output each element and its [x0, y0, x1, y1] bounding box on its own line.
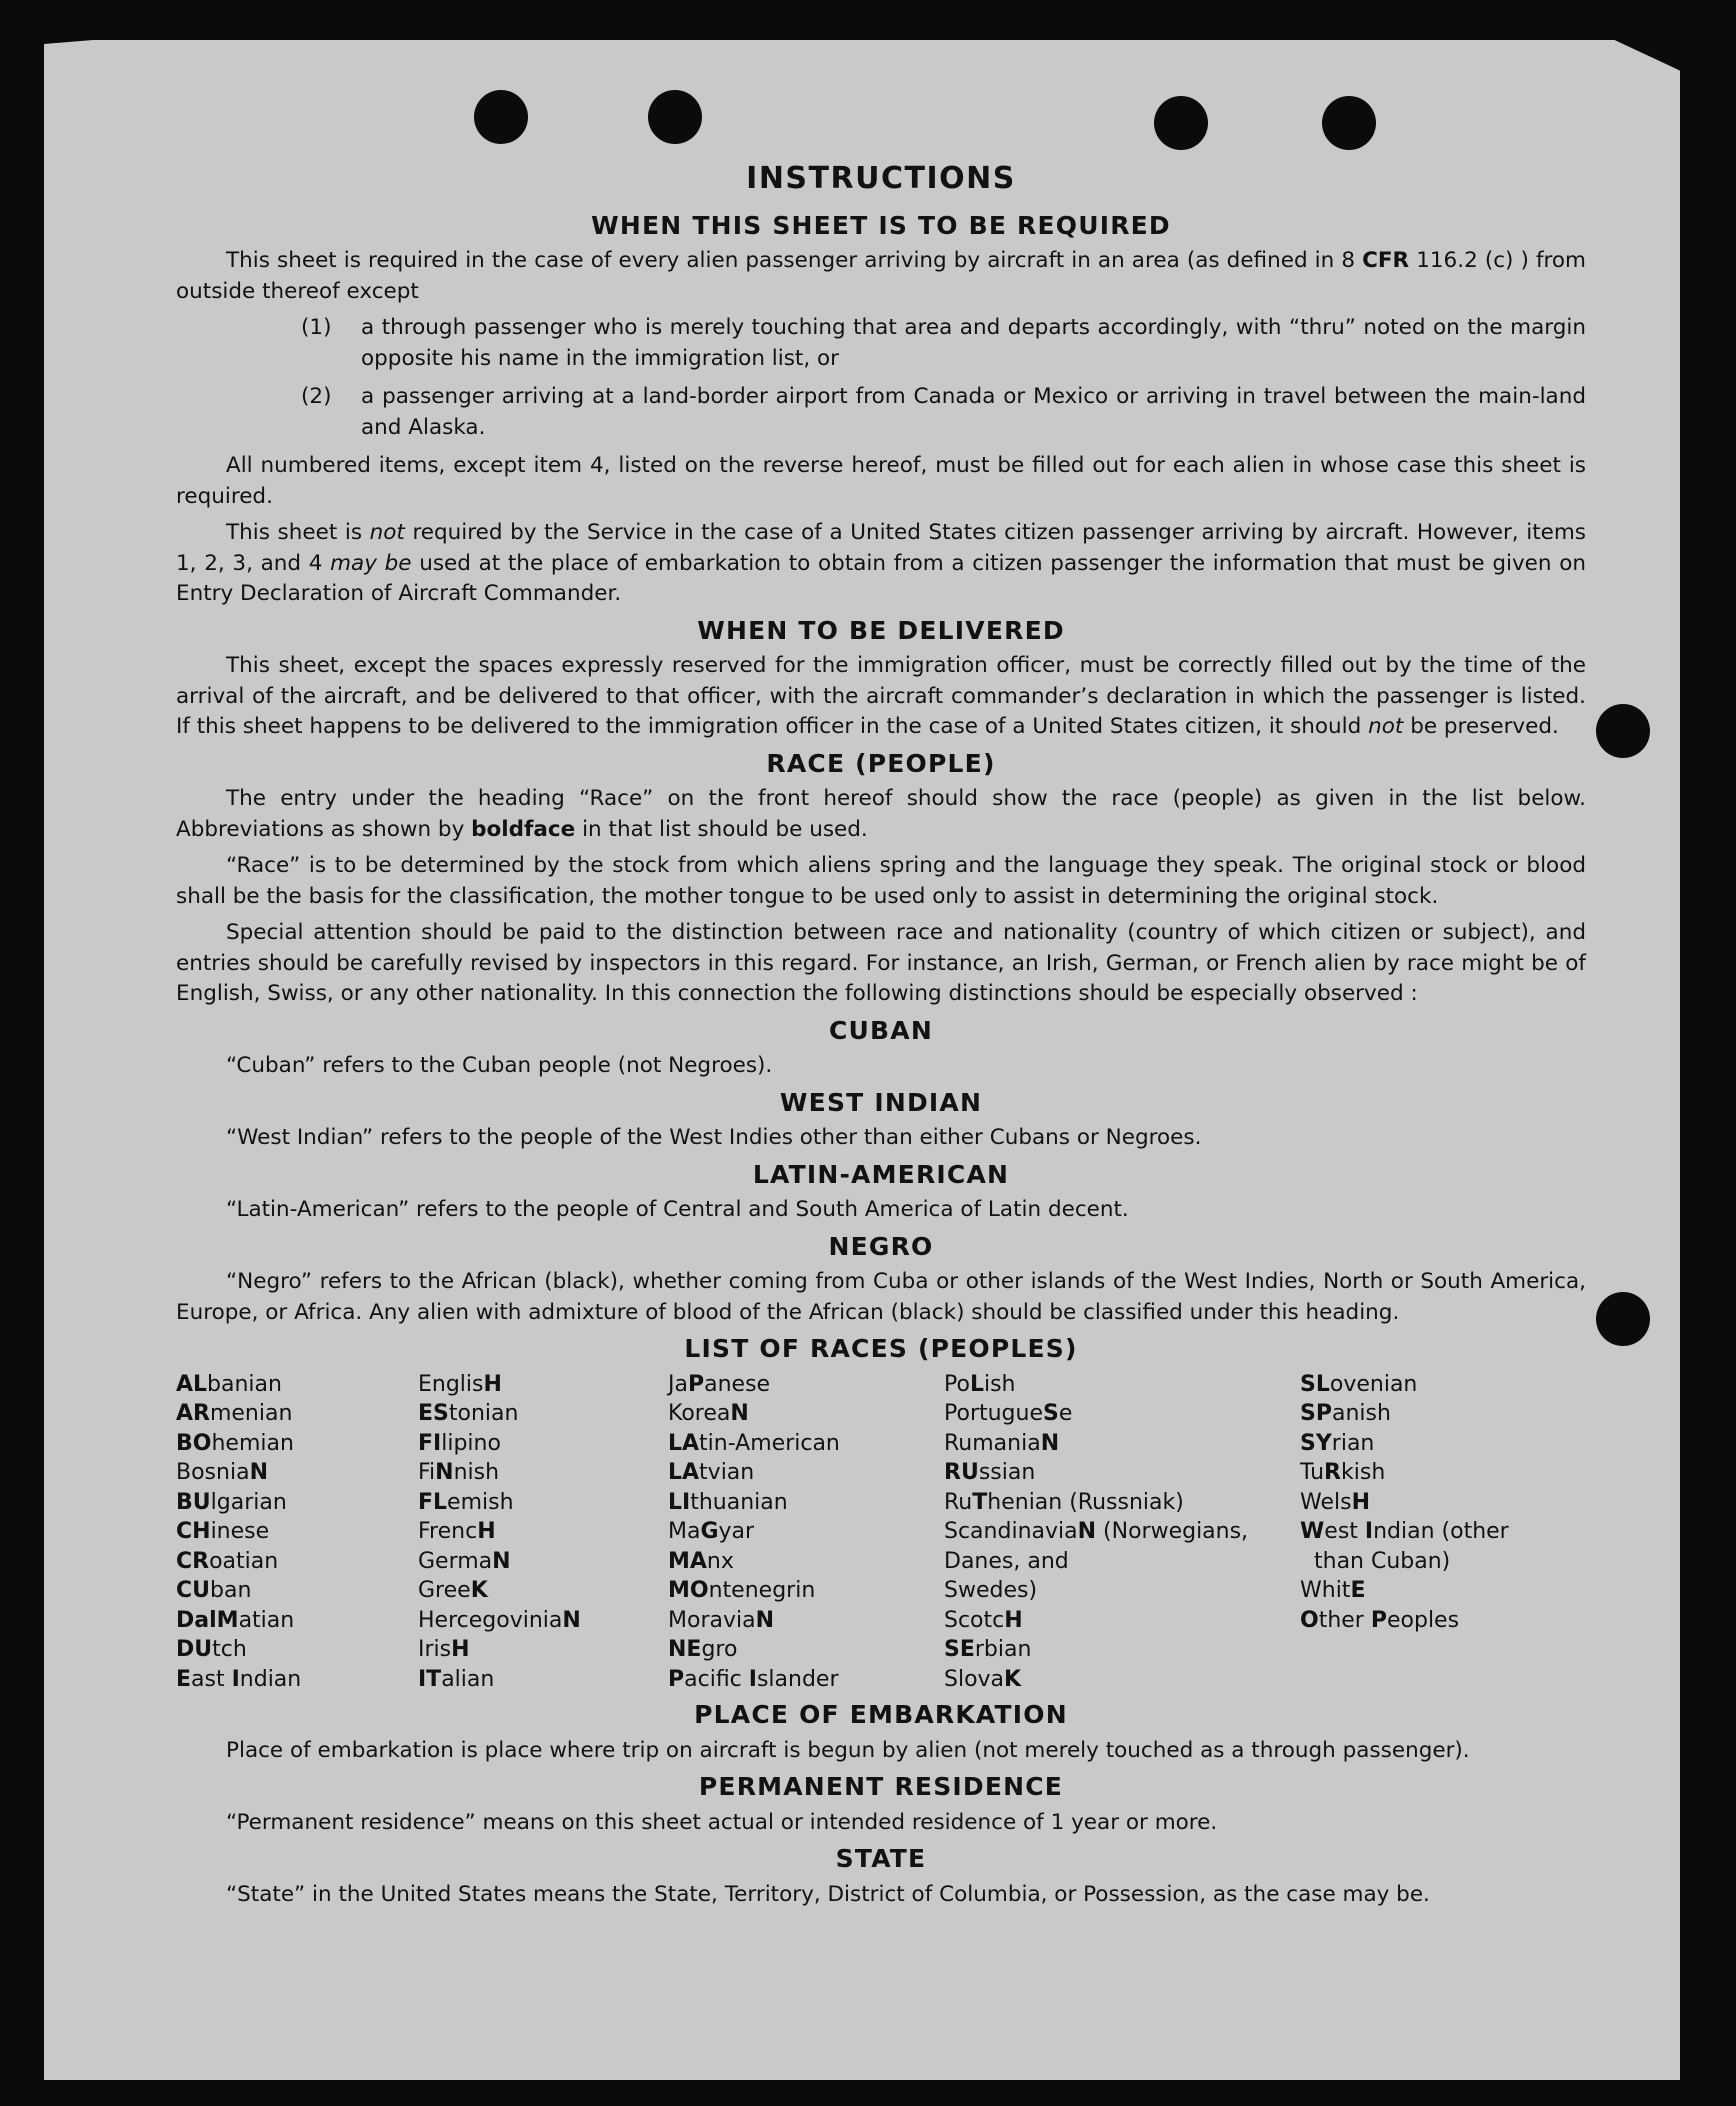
heading-list-of-races: LIST OF RACES (PEOPLES) — [684, 1334, 1078, 1363]
race-entry: WhitE — [1300, 1578, 1366, 1603]
race-entry: RumaniaN — [944, 1430, 1060, 1456]
punch-hole — [1596, 704, 1650, 758]
exception-item — [301, 313, 1586, 374]
heading-west-indian: WEST INDIAN — [779, 1087, 983, 1117]
race-entry: SYrian — [1300, 1430, 1375, 1456]
race-entry: East Indian — [176, 1666, 302, 1692]
race-entry: Swedes) — [944, 1578, 1038, 1603]
race-entry: LAtvian — [668, 1460, 755, 1485]
heading-embarkation: PLACE OF EMBARKATION — [694, 1700, 1068, 1729]
item-number: (2) — [301, 384, 332, 409]
heading-negro: NEGRO — [828, 1231, 934, 1261]
race-entry: LIthuanian — [668, 1489, 788, 1515]
paragraph-embarkation: Place of embarkation is place where trip on aircraft is begun by alien (not merely touched as a through passenger). — [226, 1737, 1470, 1763]
paragraph-numbered-items: All numbered items, except item 4, listed on the reverse hereof, must be filled out for each alien in whose case this sheet is required. — [176, 453, 1586, 509]
paragraph-race-entry: The entry under the heading “Race” on the front hereof should show the race (people) as given in the list below. Abbreviations as shown by boldface in that list should be used. — [176, 786, 1586, 842]
punch-hole — [1154, 96, 1208, 150]
race-entry: GreeK — [418, 1578, 488, 1603]
race-entry: DalMatian — [176, 1607, 295, 1633]
race-entry: ScotcH — [944, 1607, 1023, 1633]
instructions-content — [176, 160, 1586, 1916]
race-entry: EnglisH — [418, 1371, 502, 1397]
race-entry: HercegoviniaN — [418, 1607, 581, 1633]
race-entry: SPanish — [1300, 1401, 1391, 1426]
race-entry: SErbian — [944, 1637, 1032, 1662]
race-entry: PortugueSe — [944, 1401, 1073, 1426]
race-entry: FIlipino — [418, 1430, 501, 1456]
race-entry: EStonian — [418, 1401, 519, 1426]
heading-state: STATE — [835, 1844, 927, 1873]
race-entry: RUssian — [944, 1460, 1036, 1485]
race-column — [418, 1370, 668, 1695]
exception-item — [301, 382, 1586, 443]
punch-hole — [474, 90, 528, 144]
race-entry: KoreaN — [668, 1401, 749, 1426]
item-number: (1) — [301, 315, 332, 340]
race-entry: WelsH — [1300, 1489, 1370, 1515]
race-entry: MaGyar — [668, 1519, 755, 1544]
race-entry: BUlgarian — [176, 1489, 287, 1515]
race-entry: GermaN — [418, 1548, 511, 1574]
heading-latin-american: LATIN-AMERICAN — [752, 1159, 1010, 1189]
race-entry: than Cuban) — [1300, 1548, 1451, 1574]
race-entry: West Indian (other — [1300, 1519, 1509, 1544]
race-entry: CHinese — [176, 1519, 270, 1544]
punch-hole — [1322, 96, 1376, 150]
race-entry: SLovenian — [1300, 1371, 1418, 1397]
race-entry: ARmenian — [176, 1401, 293, 1426]
heading-when-required: WHEN THIS SHEET IS TO BE REQUIRED — [591, 210, 1171, 240]
paragraph-residence: “Permanent residence” means on this sheet actual or intended residence of 1 year or more. — [226, 1809, 1218, 1835]
race-entry: MoraviaN — [668, 1607, 775, 1633]
race-entry: CRoatian — [176, 1548, 279, 1574]
race-column — [944, 1370, 1300, 1695]
paragraph-cuban: “Cuban” refers to the Cuban people (not Negroes). — [226, 1053, 773, 1078]
paragraph-delivered: This sheet, except the spaces expressly reserved for the immigration officer, must be correctly filled out by the time of the arrival of the aircraft, and be delivered to that officer, with the aircraft commander’s declaration in which the passenger is listed. If this sheet happens to be delivered to the immigration officer in the case of a United States citizen, it should not be preserved. — [176, 653, 1586, 739]
race-column — [176, 1370, 418, 1695]
punch-hole — [1596, 1292, 1650, 1346]
race-entry: ScandinaviaN (Norwegians, — [944, 1519, 1249, 1544]
race-entry: SlovaK — [944, 1666, 1022, 1692]
paragraph-west-indian: “West Indian” refers to the people of the West Indies other than either Cubans or Negroes. — [226, 1125, 1202, 1150]
paragraph-race-nationality: Special attention should be paid to the distinction between race and nationality (country of which citizen or subject), and entries should be carefully revised by inspectors in this regard. For instance, an Irish, German, or French alien by race might be of English, Swiss, or any other nationality. In this connection the following distinctions should be especially observed : — [176, 920, 1586, 1006]
race-column — [1300, 1370, 1586, 1695]
race-entry: LAtin-American — [668, 1430, 840, 1456]
paragraph-state: “State” in the United States means the State, Territory, District of Columbia, or Possession, as the case may be. — [226, 1881, 1430, 1907]
race-entry: TuRkish — [1300, 1460, 1386, 1485]
heading-cuban: CUBAN — [829, 1015, 933, 1045]
race-entry: MOntenegrin — [668, 1578, 816, 1603]
race-entry: ALbanian — [176, 1371, 282, 1397]
heading-race: RACE (PEOPLE) — [766, 748, 996, 778]
race-entry: BOhemian — [176, 1430, 294, 1456]
item-text: a passenger arriving at a land-border airport from Canada or Mexico or arriving in travel between the main-land and Alaska. — [361, 384, 1586, 440]
race-entry: DUtch — [176, 1637, 247, 1662]
race-entry: PoLish — [944, 1371, 1016, 1397]
paragraph-citizen: This sheet is not required by the Service in the case of a United States citizen passenger arriving by aircraft. However, items 1, 2, 3, and 4 may be used at the place of embarkation to obtain from a citizen passenger the information that must be given on Entry Declaration of Aircraft Commander. — [176, 520, 1587, 606]
race-entry: Other Peoples — [1300, 1607, 1460, 1633]
punch-hole — [648, 90, 702, 144]
race-entry: Danes, and — [944, 1548, 1069, 1574]
paragraph-required-intro: This sheet is required in the case of every alien passenger arriving by aircraft in an area (as defined in 8 CFR 116.2 (c) ) from outside thereof except — [176, 248, 1586, 304]
paragraph-race-stock: “Race” is to be determined by the stock from which aliens spring and the language they speak. The original stock or blood shall be the basis for the classification, the mother tongue to be used only to assist in determining the original stock. — [176, 853, 1586, 909]
paragraph-negro: “Negro” refers to the African (black), whether coming from Cuba or other islands of the West Indies, North or South America, Europe, or Africa. Any alien with admixture of blood of the African (black) should be classified under this heading. — [176, 1269, 1586, 1325]
race-entry: CUban — [176, 1578, 252, 1603]
race-column — [668, 1370, 944, 1695]
race-entry: RuThenian (Russniak) — [944, 1489, 1184, 1515]
paragraph-latin-american: “Latin-American” refers to the people of Central and South America of Latin decent. — [226, 1197, 1129, 1222]
item-text: a through passenger who is merely touching that area and departs accordingly, with “thru” noted on the margin opposite his name in the immigration list, or — [361, 315, 1586, 371]
race-entry: MAnx — [668, 1548, 734, 1574]
race-entry: IrisH — [418, 1637, 470, 1662]
race-entry: FrencH — [418, 1519, 496, 1544]
heading-residence: PERMANENT RESIDENCE — [698, 1772, 1064, 1801]
race-entry: FLemish — [418, 1489, 514, 1515]
race-entry: FiNnish — [418, 1460, 500, 1485]
race-entry: ITalian — [418, 1666, 495, 1692]
heading-when-delivered: WHEN TO BE DELIVERED — [697, 615, 1065, 645]
race-entry: Pacific Islander — [668, 1666, 839, 1692]
race-entry: BosniaN — [176, 1460, 268, 1485]
page-title: INSTRUCTIONS — [746, 161, 1016, 196]
race-entry: NEgro — [668, 1637, 738, 1662]
race-list — [176, 1370, 1586, 1695]
race-entry: JaPanese — [668, 1371, 771, 1397]
